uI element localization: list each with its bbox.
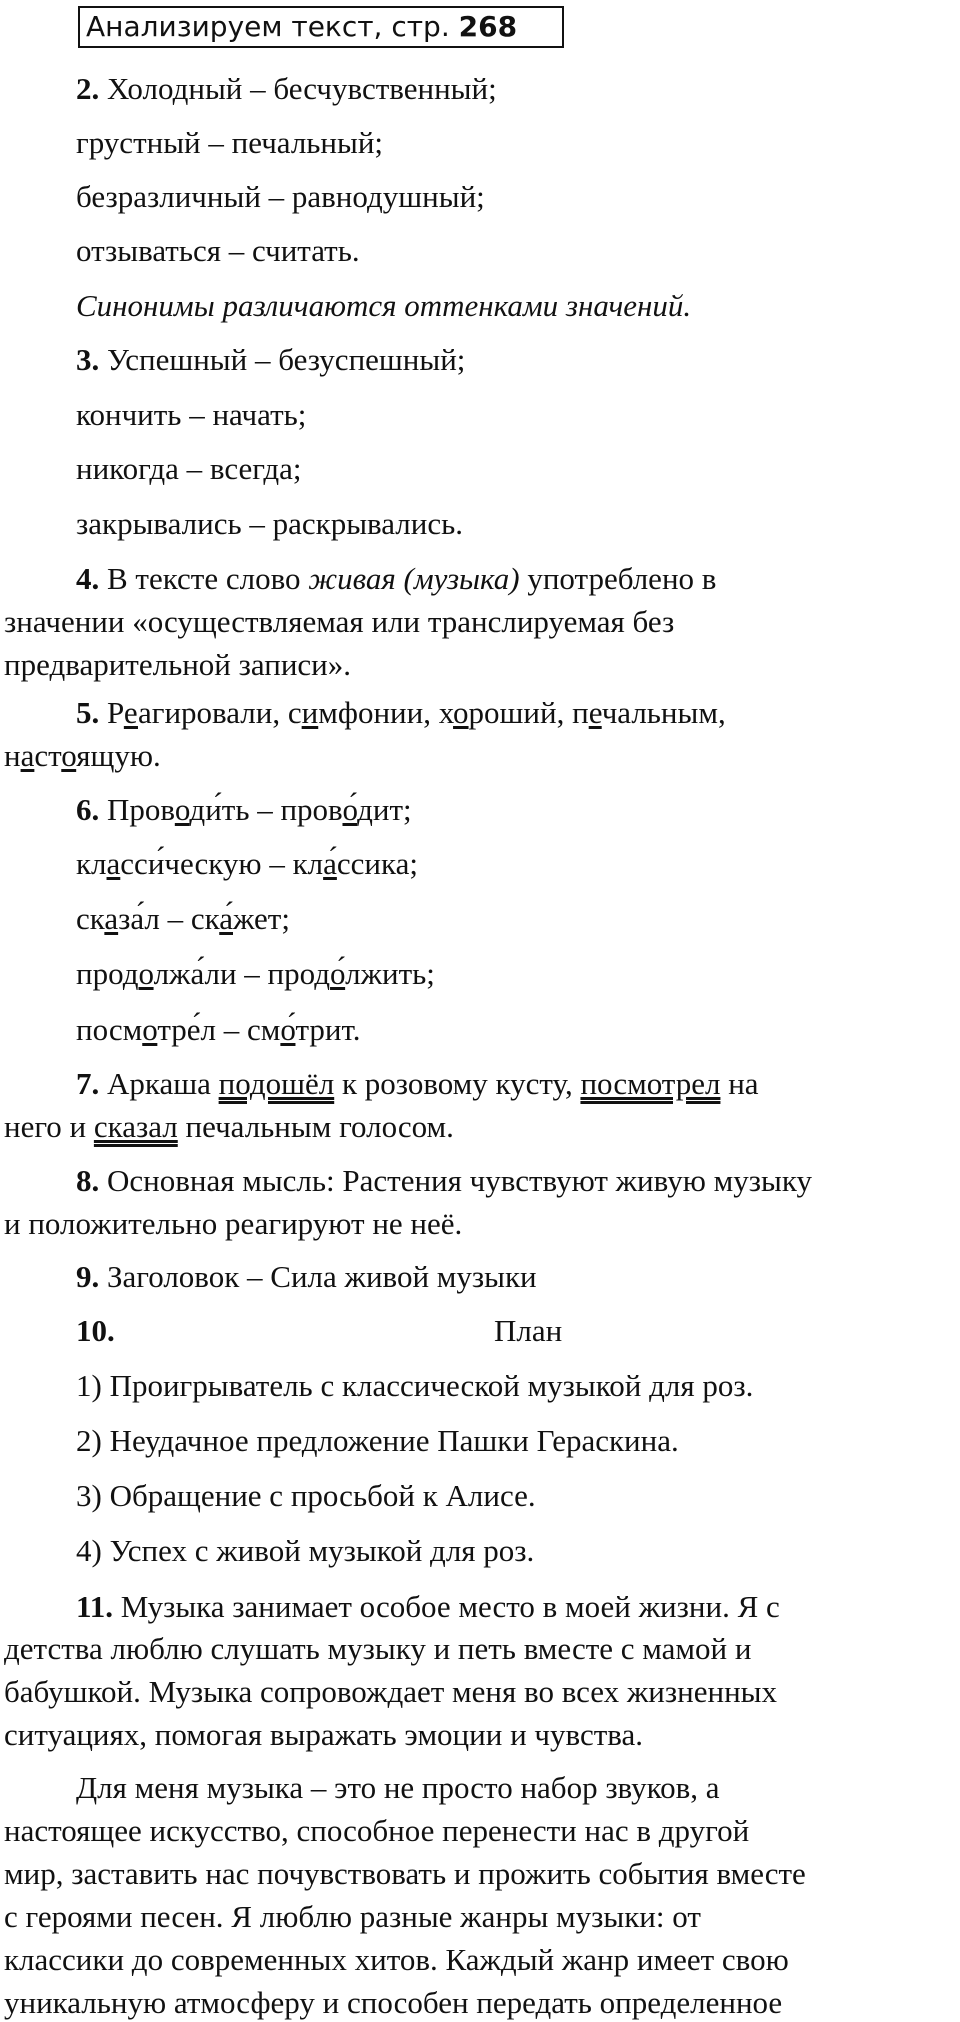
task-7-line-1: 7. Аркаша подошёл к розовому кусту, посмотрел на xyxy=(76,1066,759,1101)
task-4-line-2: значении «осуществляемая или транслируемая без xyxy=(4,604,675,639)
task-4-line-1: 4. В тексте слово живая (музыка) употреблено в xyxy=(76,561,717,596)
task-6-line-4: продолжа́ли – продо́лжить; xyxy=(76,956,435,991)
header-page-number: 268 xyxy=(458,10,518,43)
task-5-line-1: 5. Реагировали, симфонии, хороший, печальным, xyxy=(76,695,726,730)
plan-item-1: 1) Проигрыватель с классической музыкой для роз. xyxy=(76,1368,754,1403)
task-11-line-2: детства люблю слушать музыку и петь вместе с мамой и xyxy=(4,1631,752,1666)
task-6-line-3: сказа́л – ска́жет; xyxy=(76,901,290,936)
task-5-line-2: настоящую. xyxy=(4,738,161,773)
task-11-number: 11. xyxy=(76,1589,114,1624)
task-4-emphasis: живая (музыка) xyxy=(308,561,520,596)
task-11-p2-line-4: с героями песен. Я люблю разные жанры музыки: от xyxy=(4,1899,701,1934)
predicate-2: посмотрел xyxy=(580,1066,721,1101)
task-8-number: 8. xyxy=(76,1163,100,1198)
predicate-3: сказал xyxy=(93,1109,178,1144)
task-9-line-1: 9. Заголовок – Сила живой музыки xyxy=(76,1259,537,1294)
task-2-line-1: 2. Холодный – бесчувственный; xyxy=(76,71,497,106)
task-2-line-2: грустный – печальный; xyxy=(76,125,384,160)
task-7-number: 7. xyxy=(76,1066,100,1101)
task-3-line-2: кончить – начать; xyxy=(76,397,307,432)
header-label: Анализируем текст, стр. xyxy=(86,10,450,43)
task-6-line-5: посмотре́л – смо́трит. xyxy=(76,1012,361,1047)
task-11-p2-line-1: Для меня музыка – это не просто набор звуков, а xyxy=(76,1770,720,1805)
task-2-number: 2. xyxy=(76,71,100,106)
task-3-line-1: 3. Успешный – безуспешный; xyxy=(76,342,466,377)
task-11-line-3: бабушкой. Музыка сопровождает меня во всех жизненных xyxy=(4,1674,778,1709)
task-11-p2-line-5: классики до современных хитов. Каждый жанр имеет свою xyxy=(4,1942,789,1977)
section-header xyxy=(78,6,564,48)
task-11-line-4: ситуациях, помогая выражать эмоции и чувства. xyxy=(4,1717,644,1752)
task-11-p2-line-2: настоящее искусство, способное перенести нас в другой xyxy=(4,1813,750,1848)
predicate-1: подошёл xyxy=(218,1066,335,1101)
task-3-line-3: никогда – всегда; xyxy=(76,451,302,486)
task-4-line-3: предварительной записи». xyxy=(4,647,352,682)
task-6-line-1: 6. Проводи́ть – прово́дит; xyxy=(76,792,412,827)
task-4-number: 4. xyxy=(76,561,100,596)
task-6-number: 6. xyxy=(76,792,100,827)
plan-item-2: 2) Неудачное предложение Пашки Гераскина. xyxy=(76,1423,679,1458)
task-8-line-2: и положительно реагируют не неё. xyxy=(4,1206,463,1241)
plan-item-3: 3) Обращение с просьбой к Алисе. xyxy=(76,1478,536,1513)
plan-heading: План xyxy=(494,1313,563,1348)
task-10-number: 10. xyxy=(76,1313,115,1348)
task-6-line-2: класси́ческую – кла́ссика; xyxy=(76,846,418,881)
task-9-number: 9. xyxy=(76,1259,100,1294)
task-3-number: 3. xyxy=(76,342,100,377)
task-8-line-1: 8. Основная мысль: Растения чувствуют живую музыку xyxy=(76,1163,812,1198)
task-3-line-4: закрывались – раскрывались. xyxy=(76,506,463,541)
task-11-p2-line-6: уникальную атмосферу и способен передать определенное xyxy=(4,1985,783,2020)
task-11-p2-line-3: мир, заставить нас почувствовать и прожить события вместе xyxy=(4,1856,806,1891)
task-5-number: 5. xyxy=(76,695,100,730)
task-2-line-3: безразличный – равнодушный; xyxy=(76,179,485,214)
plan-item-4: 4) Успех с живой музыкой для роз. xyxy=(76,1533,535,1568)
task-11-line-1: 11. Музыка занимает особое место в моей жизни. Я с xyxy=(76,1589,780,1624)
task-7-line-2: него и сказал печальным голосом. xyxy=(4,1109,454,1144)
task-2-line-4: отзываться – считать. xyxy=(76,233,360,268)
task-2-note: Синонимы различаются оттенками значений. xyxy=(76,288,692,323)
